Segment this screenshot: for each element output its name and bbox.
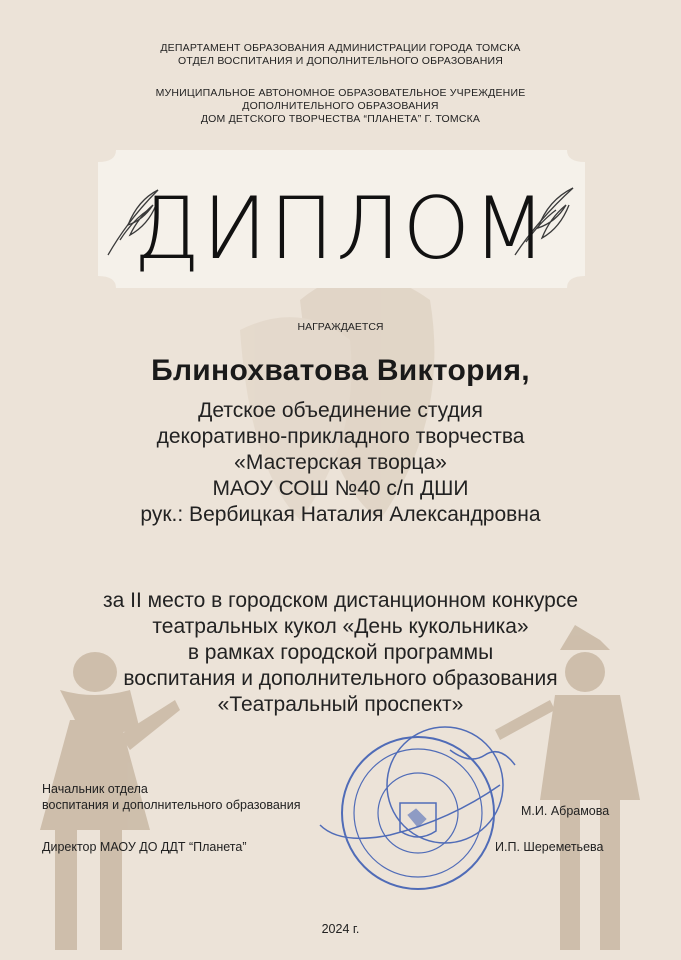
signature-2-name: И.П. Шереметьева (495, 840, 604, 854)
reason-line-5: «Театральный проспект» (217, 693, 464, 716)
reason-line-3: в рамках городской программы (187, 641, 494, 664)
reason-line-4: воспитания и дополнительного образования (123, 667, 558, 690)
signature-1-title-line-2: воспитания и дополнительного образования (42, 798, 301, 812)
page-title: ДИПЛОМ (133, 179, 549, 279)
header-institution (0, 87, 681, 126)
title-banner (98, 150, 585, 288)
recipient-line-1: Детское объединение студия (198, 399, 483, 422)
year: 2024 г. (321, 922, 360, 936)
award-label: НАГРАЖДАЕТСЯ (297, 321, 384, 333)
recipient-line-2: декоративно-прикладного творчества (156, 425, 525, 448)
signature-1-name: М.И. Абрамова (521, 804, 610, 818)
signature-1-title (42, 781, 300, 813)
signature-1-title-line-1: Начальник отдела (42, 782, 148, 796)
recipient-line-5: рук.: Вербицкая Наталия Александровна (140, 503, 541, 526)
banner-shape (98, 150, 585, 288)
header-line-1: ДЕПАРТАМЕНТ ОБРАЗОВАНИЯ АДМИНИСТРАЦИИ ГОРОДА ТОМСКА (160, 42, 521, 54)
recipient-details (0, 398, 681, 528)
recipient-line-4: МАОУ СОШ №40 с/п ДШИ (212, 477, 469, 500)
header-line-2: ОТДЕЛ ВОСПИТАНИЯ И ДОПОЛНИТЕЛЬНОГО ОБРАЗОВАНИЯ (177, 55, 504, 67)
recipient-name: Блинохватова Виктория, (151, 354, 530, 387)
header-dept (0, 42, 681, 68)
recipient-line-3: «Мастерская творца» (234, 451, 447, 474)
signature-2-title: Директор МАОУ ДО ДДТ “Планета” (42, 840, 247, 854)
header-line-3: МУНИЦИПАЛЬНОЕ АВТОНОМНОЕ ОБРАЗОВАТЕЛЬНОЕ УЧРЕЖДЕНИЕ (155, 87, 526, 99)
reason-line-2: театральных кукол «День кукольника» (152, 615, 529, 638)
official-stamp-icon (300, 725, 530, 895)
award-reason (0, 588, 681, 718)
reason-line-1: за II место в городском дистанционном конкурсе (102, 589, 579, 612)
header-line-5: ДОМ ДЕТСКОГО ТВОРЧЕСТВА “ПЛАНЕТА” Г. ТОМСКА (200, 113, 481, 125)
header-line-4: ДОПОЛНИТЕЛЬНОГО ОБРАЗОВАНИЯ (242, 100, 439, 112)
